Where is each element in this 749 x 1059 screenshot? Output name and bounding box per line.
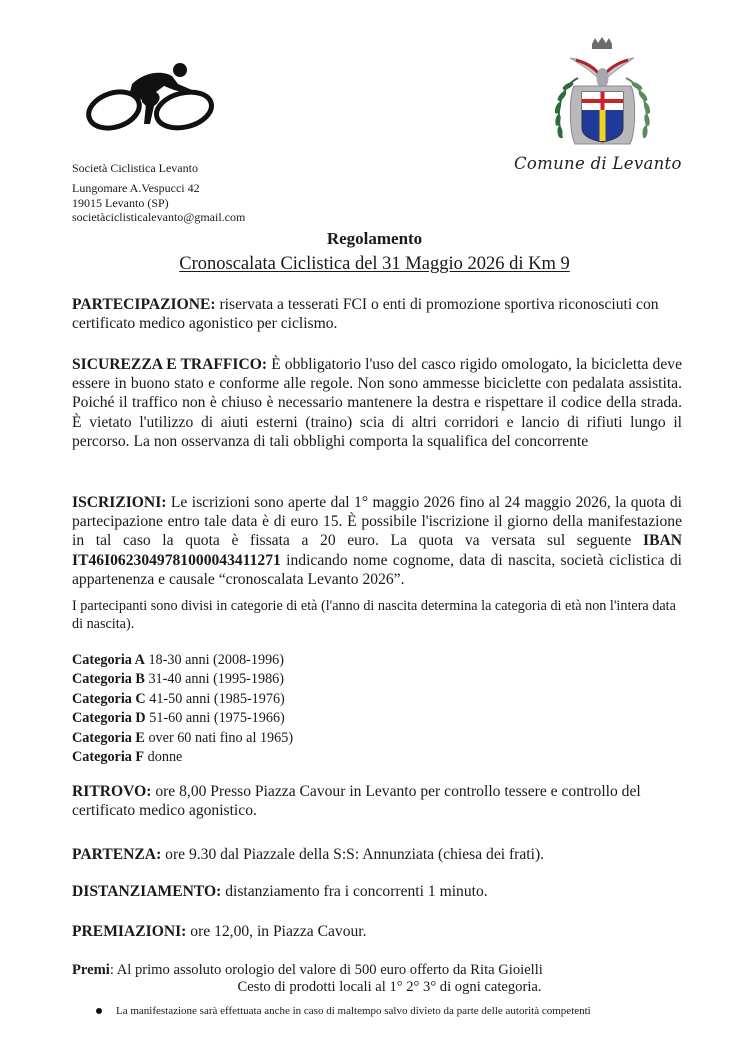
document-title: Regolamento	[326, 229, 423, 248]
category-item	[72, 729, 293, 748]
premi-line1: : Al primo assoluto orologio del valore di 500 euro offerto da Rita Gioielli	[109, 962, 543, 978]
municipality-label: Comune di Levanto	[514, 154, 682, 173]
weather-note	[96, 1005, 591, 1017]
category-item	[72, 748, 293, 767]
category-item	[72, 651, 293, 670]
section-partecipazione	[72, 295, 682, 333]
address-city: 19015 Levanto (SP)	[72, 195, 169, 210]
section-text: Le iscrizioni sono aperte dal 1° maggio 2026 fino al 24 maggio 2026, la quota di partecipazione entro tale data è di euro 15. È possibile l'iscrizione il giorno della manifestazione in tal caso la quota è fissata a 20 euro. La quota va versata sul seguente	[72, 494, 682, 550]
club-email[interactable]: societàciclisticalevanto@gmail.com	[72, 210, 246, 224]
category-label: Categoria A	[72, 652, 145, 668]
category-desc: 51-60 anni (1975-1966)	[149, 710, 285, 727]
category-desc: 41-50 anni (1985-1976)	[149, 690, 285, 707]
section-text: ore 12,00, in Piazza Cavour.	[190, 923, 367, 940]
section-heading: PARTENZA:	[72, 846, 162, 863]
section-text: distanziamento fra i concorrenti 1 minuto.	[225, 883, 488, 900]
categories-note: I partecipanti sono divisi in categorie di età (l'anno di nascita determina la categoria di età non l'intera data di nascita).	[72, 598, 676, 632]
category-item	[72, 670, 293, 689]
section-premi	[72, 961, 543, 979]
iban-value: IBAN IT46I0623049781000043411271	[72, 532, 682, 569]
section-heading: ISCRIZIONI:	[72, 494, 167, 511]
section-heading: PREMIAZIONI:	[72, 923, 187, 940]
document-subtitle	[0, 254, 749, 275]
category-item	[72, 709, 293, 728]
section-heading: SICUREZZA E TRAFFICO:	[72, 356, 268, 373]
club-name: Società Ciclistica Levanto	[72, 161, 198, 175]
category-item	[72, 690, 293, 709]
section-ritrovo	[72, 782, 682, 820]
section-heading: DISTANZIAMENTO:	[72, 883, 222, 900]
bullet-icon	[96, 1008, 102, 1014]
category-label: Categoria E	[72, 729, 145, 746]
document-subtitle-text: Cronoscalata Ciclistica del 31 Maggio 2026 di Km 9	[179, 254, 570, 274]
section-premiazioni	[72, 922, 682, 941]
category-label: Categoria B	[72, 671, 145, 688]
category-desc: 18-30 anni (2008-1996)	[148, 652, 284, 668]
category-desc: donne	[147, 749, 183, 766]
section-text: riservata a tesserati FCI o enti di promozione sportiva riconosciuti con certificato medico agonistico per ciclismo.	[72, 296, 659, 333]
category-label: Categoria F	[72, 749, 145, 766]
section-text: È obbligatorio l'uso del casco rigido omologato, la bicicletta deve essere in buono stato e conforme alle regole. Non sono ammesse biciclette con pedalata assistita. Poiché il traffico non è chiuso è necessario mantenere la destra e rispettare il codice della strada. È vietato l'utilizzo di aiuti esterni (traino) scia di altri corridori e lancio di rifiuti lungo il percorso. La non osservanza di tali obblighi comporta la squalifica del concorrente	[72, 356, 682, 450]
section-text: ore 9.30 dal Piazzale della S:S: Annunziata (chiesa dei frati).	[165, 846, 545, 863]
section-heading: RITROVO:	[72, 783, 152, 800]
category-desc: 31-40 anni (1995-1986)	[148, 671, 284, 688]
coat-of-arms-icon	[540, 36, 665, 156]
section-sicurezza	[72, 355, 682, 451]
categories-list	[72, 651, 293, 767]
section-heading: Premi	[72, 962, 110, 978]
section-text-continued: indicando nome cognome, data di nascita, società ciclistica di appartenenza e causale “cronoscalata Levanto 2026”.	[72, 551, 683, 588]
section-iscrizioni	[72, 493, 682, 589]
address-street: Lungomare A.Vespucci 42	[72, 181, 200, 195]
premi-line2: Cesto di prodotti locali al 1° 2° 3° di ogni categoria.	[237, 979, 542, 995]
category-desc: over 60 nati fino al 1965)	[148, 729, 294, 746]
category-label: Categoria C	[72, 690, 146, 707]
club-address	[72, 181, 245, 225]
weather-note-text: La manifestazione sarà effettuata anche in caso di maltempo salvo divieto da parte delle autorità competenti	[116, 1005, 591, 1017]
section-heading: PARTECIPAZIONE:	[72, 296, 216, 313]
cyclist-icon	[84, 62, 220, 134]
section-distanziamento	[72, 882, 682, 901]
section-partenza	[72, 845, 682, 864]
category-label: Categoria D	[72, 710, 146, 727]
section-text: ore 8,00 Presso Piazza Cavour in Levanto per controllo tessere e controllo del certificato medico agonistico.	[72, 783, 641, 820]
